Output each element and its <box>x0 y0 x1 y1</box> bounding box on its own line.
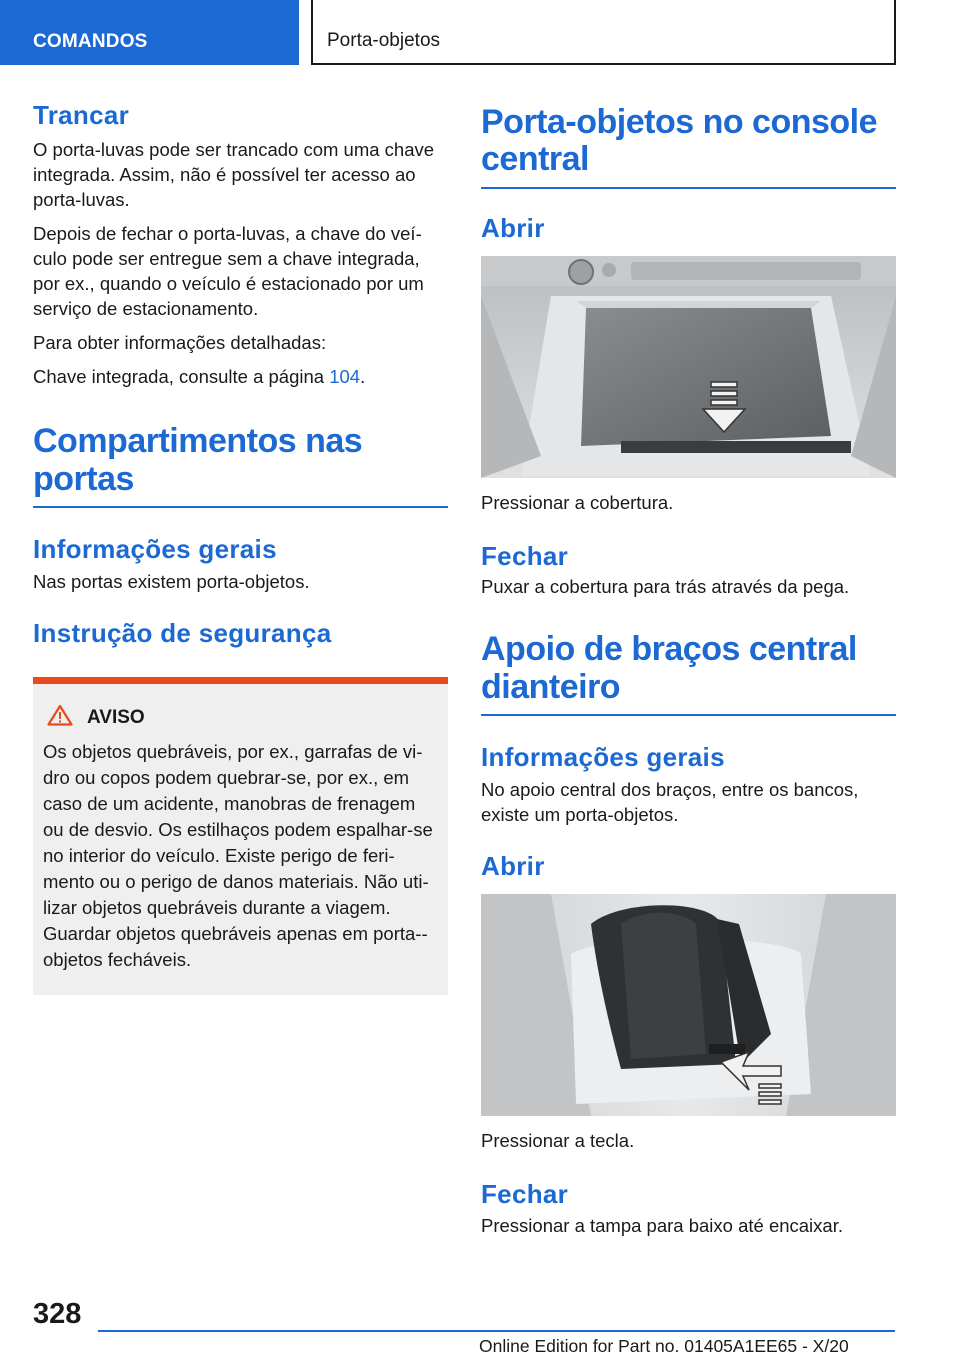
heading-info-gerais-portas: Informações gerais <box>33 533 277 564</box>
footer-edition: Online Edition for Part no. 01405A1EE65 - X/20 <box>479 1336 849 1356</box>
info-gerais-apoio-text: No apoio central dos braços, entre os bancos, existe um porta-objetos. <box>481 779 859 826</box>
section-tab: COMANDOS <box>0 0 299 65</box>
info-gerais-portas-text: Nas portas existem porta-objetos. <box>33 571 310 593</box>
page-ref-end: . <box>360 366 366 388</box>
heading-fechar-console: Fechar <box>481 540 569 571</box>
trancar-paragraph-4 <box>33 364 448 389</box>
console-abrir-caption: Pressionar a cobertura. <box>481 491 674 513</box>
apoio-abrir-caption: Pressionar a tecla. <box>481 1130 635 1152</box>
console-storage-image <box>481 256 896 478</box>
trancar-paragraph-3: Para obter informações detalhadas: <box>33 332 327 354</box>
heading-rule <box>481 187 896 189</box>
heading-info-gerais-apoio: Informações gerais <box>481 741 725 772</box>
armrest-storage-image <box>481 894 896 1116</box>
heading-instrucao-seguranca: Instrução de segurança <box>33 618 332 649</box>
heading-rule <box>33 506 448 508</box>
warning-header <box>43 704 438 731</box>
heading-abrir-apoio: Abrir <box>481 851 545 882</box>
heading-fechar-apoio: Fechar <box>481 1179 569 1210</box>
warning-box <box>33 677 448 995</box>
heading-apoio-bracos: Apoio de braços central dianteiro <box>481 630 857 706</box>
warning-title: AVISO <box>87 706 145 728</box>
heading-trancar: Trancar <box>33 100 130 130</box>
warning-text: Os objetos quebráveis, por ex., garrafas de vidro ou copos podem quebrar-se, por ex., em caso de um acidente, manobras de frenagem ou de desvio. Os estilhaços podem espalhar-se no interior do veículo. Existe perigo de ferimento ou o perigo de danos materiais. Não utilizar objetos quebráveis durante a viagem. Guardar objetos quebráveis apenas em porta-objetos fecháveis. <box>43 741 433 971</box>
left-column <box>33 100 448 995</box>
apoio-fechar-text: Pressionar a tampa para baixo até encaixar. <box>481 1214 843 1236</box>
footer-rule <box>98 1330 895 1332</box>
trancar-paragraph-2: Depois de fechar o porta-luvas, a chave do veículo pode ser entregue sem a chave integrada, por ex., quando o veículo é estacionado por um serviço de estacionamento. <box>33 223 424 320</box>
chapter-title: Porta-objetos <box>327 30 441 51</box>
console-fechar-text: Puxar a cobertura para trás através da pega. <box>481 576 850 598</box>
heading-rule <box>481 714 896 716</box>
page-ref-text: Chave integrada, consulte a página <box>33 366 330 388</box>
chapter-title-box <box>311 0 896 65</box>
page-ref-link[interactable]: 104 <box>329 366 361 388</box>
trancar-paragraph-1: O porta-luvas pode ser trancado com uma chave integrada. Assim, não é possível ter acesso ao porta-luvas. <box>33 139 435 211</box>
right-column <box>481 100 896 1238</box>
warning-triangle-icon <box>47 704 87 731</box>
heading-compartimentos: Compartimentos nas portas <box>33 422 363 498</box>
heading-console-central: Porta-objetos no console central <box>481 103 878 179</box>
page-number: 328 <box>33 1298 82 1330</box>
heading-abrir-console: Abrir <box>481 212 545 243</box>
